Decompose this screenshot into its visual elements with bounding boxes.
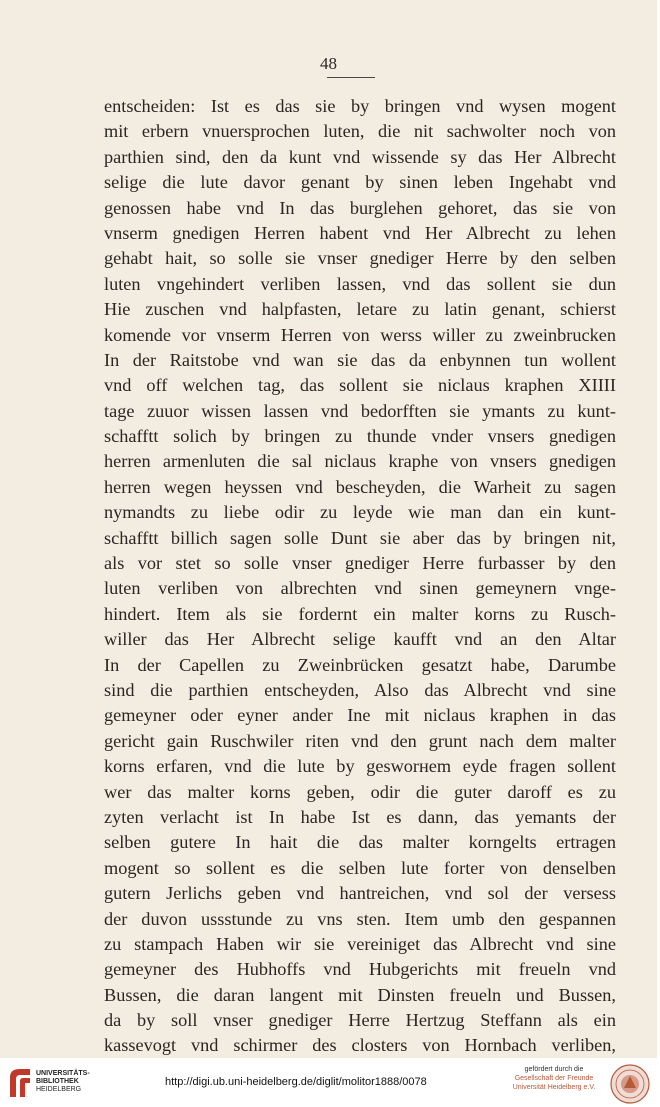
page-number-rule [327, 77, 375, 78]
text-line: selben gutere In hait die das malter korngelts ertragen [104, 832, 616, 853]
text-line: herren wegen heyssen vnd bescheyden, die Warheit zu sagen [104, 476, 616, 497]
text-line: komende vor vnserm Herren von werss willer zu zweinbrucken [104, 324, 616, 345]
text-line: gemeyner des Hubhoffs vnd Hubgerichts mit freueln vnd [104, 959, 616, 980]
text-line: gericht gain Ruschwiler riten vnd den grunt nach dem malter [104, 730, 616, 751]
footer-bar [0, 1058, 660, 1107]
university-seal-icon [610, 1064, 650, 1104]
text-line: gemeyner oder eyner ander Ine mit niclaus kraphen in das [104, 705, 616, 726]
text-line: schafftt billich sagen solle Dunt sie aber das by bringen nit, [104, 527, 616, 548]
text-line: Hie zuschen vnd halpfasten, letare zu latin genant, schierst [104, 299, 616, 320]
text-line: In der Capellen zu Zweinbrücken gesatzt habe, Darumbe [104, 654, 616, 675]
page-number: 48 [320, 54, 337, 73]
sponsor-name: Universität Heidelberg e.V. [512, 1084, 596, 1091]
university-library-logo-icon [8, 1067, 32, 1099]
sponsor-credit [508, 1065, 600, 1092]
text-line: schafftt solich by bringen zu thunde vnder vnsers gnedigen [104, 426, 616, 447]
text-line: als vor stet so solle vnser gnediger Herre furbasser by den [104, 553, 616, 574]
text-line: entscheiden: Ist es das sie by bringen vnd wysen mogent [104, 96, 616, 116]
library-name-line: HEIDELBERG [36, 1086, 82, 1093]
permalink-url[interactable]: http://digi.ub.uni-heidelberg.de/diglit/molitor1888/0078 [165, 1076, 427, 1088]
library-name-line: BIBLIOTHEK [36, 1078, 79, 1085]
sponsor-name: Gesellschaft der Freunde [514, 1075, 594, 1082]
text-line: selige die lute davor genant by sinen leben Ingehabt vnd [104, 172, 616, 193]
text-line: mogent so sollent es die selben lute forter von denselben [104, 857, 616, 878]
text-line: zyten verlacht ist In habe Ist es dann, das yemants der [104, 806, 616, 827]
text-line: hindert. Item als sie fordernt ein malter korns zu Rusch- [104, 603, 616, 624]
text-line: parthien sind, den da kunt vnd wissende sy das Her Albrecht [104, 146, 616, 167]
text-line: luten verliben von albrechten vnd sinen gemeynern vnge- [104, 578, 616, 599]
body-text [104, 94, 616, 1059]
text-line: kassevogt vnd schirmer des closters von Hornbach verliben, [104, 1035, 616, 1056]
text-line: willer das Her Albrecht selige kaufft vnd an den Altar [104, 629, 616, 650]
library-name-line: UNIVERSITÄTS- [36, 1070, 90, 1077]
text-line: vnserm gnedigen Herren habent vnd Her Albrecht zu lehen [104, 222, 616, 243]
text-line: nymandts zu liebe odir zu leyde wie man dan ein kunt- [104, 502, 616, 523]
text-line: In der Raitstobe vnd wan sie das da enbynnen tun wollent [104, 349, 616, 370]
text-line: genossen habe vnd In das burglehen gehoret, das sie von [104, 197, 616, 218]
text-line: sind die parthien entscheyden, Also das Albrecht vnd sine [104, 679, 616, 700]
library-name [36, 1070, 90, 1094]
text-line: zu stampach Haben wir sie vereiniget das Albrecht vnd sine [104, 933, 616, 954]
text-line: luten vngehindert verliben lassen, vnd das sollent sie dun [104, 273, 616, 294]
sponsor-by: gefördert durch die [524, 1066, 584, 1073]
text-line: herren armenluten die sal niclaus kraphe von vnsers gnedigen [104, 451, 616, 472]
text-line: vnd off welchen tag, das sollent sie niclaus kraphen XIIII [104, 375, 616, 396]
text-line: gehabt hait, so solle sie vnser gnediger Herre by den selben [104, 248, 616, 269]
text-line: der duvon ussstunde zu vns sten. Item umb den gespannen [104, 908, 616, 929]
text-line: tage zuuor wissen lassen vnd bedorfften sie ymants zu kunt- [104, 400, 616, 421]
text-line: Bussen, die daran langent mit Dinsten freueln und Bussen, [104, 984, 616, 1005]
text-line: da by soll vnser gnediger Herre Hertzug Steffann als ein [104, 1010, 616, 1031]
text-line: gutern Jerlichs geben vnd hantreichen, vnd sol der versess [104, 883, 616, 904]
text-line: mit erbern vnuersprochen luten, die nit sachwolter noch von [104, 121, 616, 142]
text-line: wer das malter korns geben, odir die guter daroff es zu [104, 781, 616, 802]
text-line: korns erfaren, vnd die lute by gesworнem eyde fragen sollent [104, 756, 616, 777]
